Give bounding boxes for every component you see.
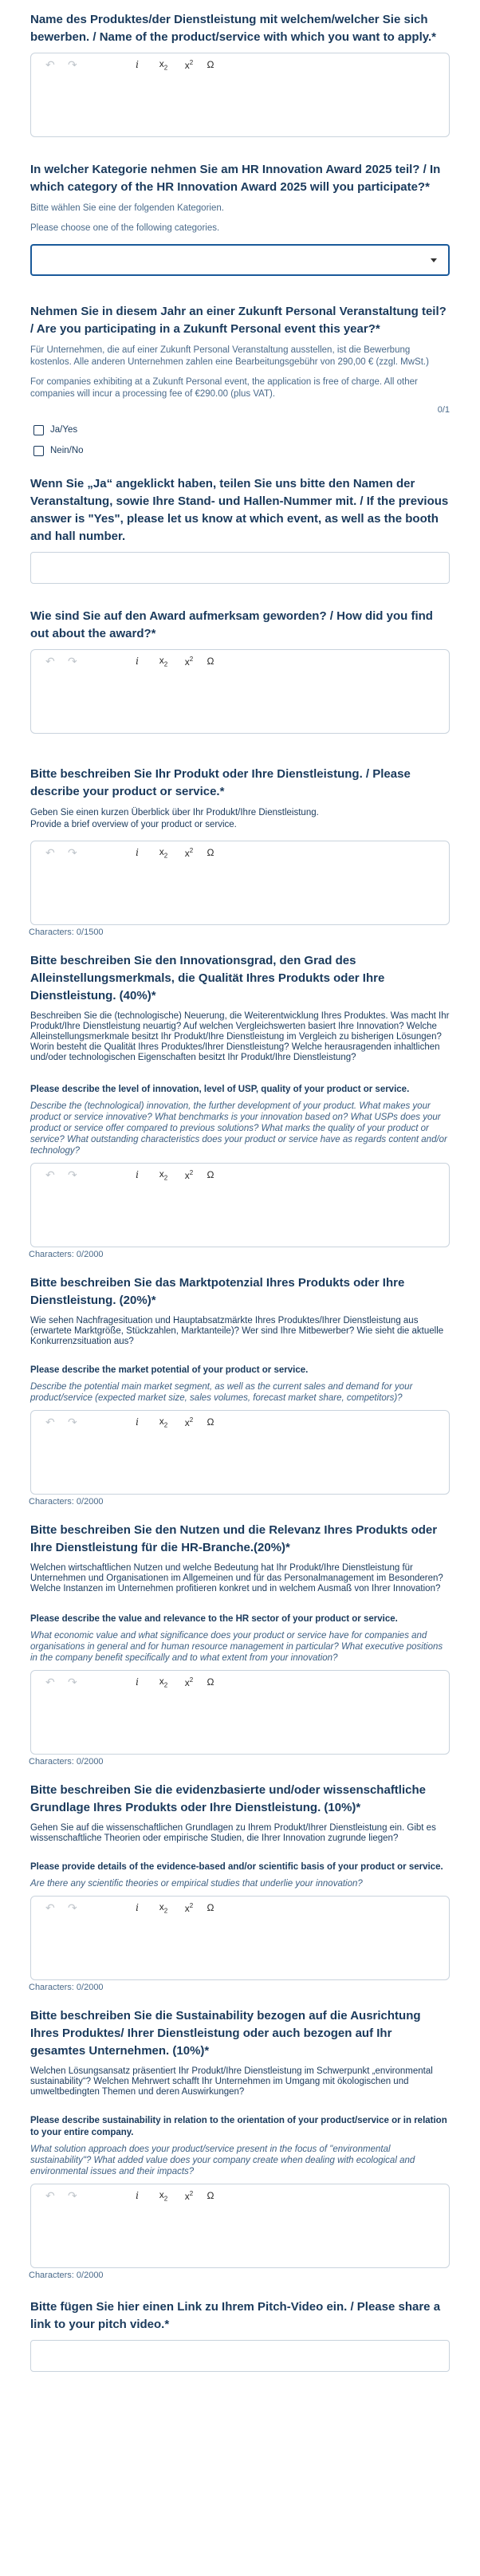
subscript-button[interactable]: [151, 58, 176, 71]
help-text-de: Bitte wählen Sie eine der folgenden Kategorien.: [30, 203, 224, 213]
question-title: Wie sind Sie auf den Award aufmerksam geworden? / How did you find out about the award?*: [30, 609, 433, 640]
superscript-mark: 2: [189, 1901, 194, 1909]
editor-toolbar: [31, 841, 449, 864]
evidence-editor[interactable]: [30, 1896, 450, 1980]
question-market: [30, 1274, 450, 1507]
superscript-base: x: [184, 1902, 190, 1914]
superscript-button[interactable]: [176, 59, 202, 71]
subscript-button[interactable]: [151, 1676, 176, 1688]
english-subheading: Please describe sustainability in relation to the orientation of your product/service or in relation to your entire company.: [30, 2116, 447, 2137]
character-counter: Characters: 0/2000: [29, 1983, 104, 1992]
superscript-button[interactable]: [176, 1169, 202, 1181]
superscript-mark: 2: [189, 58, 194, 66]
english-subheading: Please provide details of the evidence-based and/or scientific basis of your product or service.: [30, 1862, 443, 1872]
subscript-button[interactable]: [151, 1168, 176, 1181]
italic-button[interactable]: i: [136, 2190, 139, 2201]
booth-input[interactable]: [30, 552, 450, 584]
redo-icon[interactable]: ↷: [68, 845, 77, 859]
character-counter: Characters: 0/2000: [29, 2271, 104, 2280]
superscript-mark: 2: [189, 1416, 194, 1424]
selection-count: 0/1: [437, 405, 450, 415]
superscript-button[interactable]: [176, 847, 202, 859]
editor-toolbar: [31, 1671, 449, 1693]
question-title: Name des Produktes/der Dienstleistung mit welchem/welcher Sie sich bewerben. / Name of the product/service with which you want to apply.*: [30, 13, 436, 44]
question-title: Bitte beschreiben Sie Ihr Produkt oder Ihre Dienstleistung. / Please describe your product or service.*: [30, 767, 411, 798]
source-editor[interactable]: [30, 649, 450, 734]
english-description: Are there any scientific theories or empirical studies that underlie your innovation?: [30, 1879, 363, 1889]
subscript-mark: 2: [163, 1174, 168, 1182]
question-title: Bitte beschreiben Sie das Marktpotenzial Ihres Produkts oder Ihre Dienstleistung. (20%)*: [30, 1276, 405, 1307]
special-char-button[interactable]: Ω: [207, 656, 214, 667]
help-text-en: For companies exhibiting at a Zukunft Personal event, the application is free of charge. All other companies will incur a processing fee of €290.00 (plus VAT).: [30, 377, 418, 399]
redo-icon[interactable]: ↷: [68, 1900, 77, 1914]
undo-icon[interactable]: ↶: [45, 654, 55, 668]
help-text-de: Wie sehen Nachfragesituation und Hauptabsatzmärkte Ihres Produktes/Ihrer Dienstleistung aus (erwartete Marktgröße, Stückzahlen, Marktanteile)? Wer sind Ihre Mitbewerber? Wie sieht die aktuelle Konkurrenzsituation aus?: [30, 1316, 444, 1346]
character-counter: Characters: 0/1500: [29, 928, 104, 937]
subscript-base: x: [159, 1900, 164, 1912]
question-title: In welcher Kategorie nehmen Sie am HR Innovation Award 2025 teil? / In which category of the HR Innovation Award 2025 will you participate?*: [30, 163, 441, 194]
question-describe: [30, 766, 450, 938]
special-char-button[interactable]: Ω: [207, 1416, 214, 1428]
character-counter: Characters: 0/2000: [29, 1757, 104, 1767]
special-char-button[interactable]: Ω: [207, 59, 214, 70]
undo-icon[interactable]: ↶: [45, 1168, 55, 1181]
product-name-editor[interactable]: [30, 53, 450, 137]
describe-editor[interactable]: [30, 841, 450, 925]
english-description: Describe the (technological) innovation, the further development of your product. What makes your product or service innovative? What benchmarks is your innovation based on? What USPs does your product or service offer compared to previous solutions? What marks the quality of your product or service? What outstanding characteristics does your product or service have as regards content and/or technology?: [30, 1101, 447, 1156]
undo-icon[interactable]: ↶: [45, 57, 55, 71]
superscript-button[interactable]: [176, 1676, 202, 1688]
superscript-button[interactable]: [176, 2190, 202, 2202]
subscript-mark: 2: [163, 852, 168, 860]
italic-button[interactable]: i: [136, 1416, 139, 1428]
checkbox-yes[interactable]: [33, 425, 44, 435]
help-text-de: Welchen Lösungsansatz präsentiert Ihr Produkt/Ihre Dienstleistung im Schwerpunkt „environmental sustainability“? Welchen Mehrwert schafft Ihr Unternehmen im Umgang mit ökologischen und umweltbedingten Themen und deren Auswirkungen?: [30, 2066, 433, 2097]
question-title: Nehmen Sie in diesem Jahr an einer Zukunft Personal Veranstaltung teil? / Are you participating in a Zukunft Personal event this year?*: [30, 305, 447, 336]
undo-icon[interactable]: ↶: [45, 1900, 55, 1914]
subscript-base: x: [159, 1415, 164, 1427]
editor-toolbar: [31, 1897, 449, 1919]
editor-toolbar: [31, 53, 449, 76]
help-text-en: Please choose one of the following categories.: [30, 223, 220, 233]
superscript-base: x: [184, 656, 190, 668]
italic-button[interactable]: i: [136, 847, 139, 858]
undo-icon[interactable]: ↶: [45, 1415, 55, 1428]
option-label: Ja/Yes: [50, 425, 78, 435]
question-booth: [30, 475, 450, 584]
category-select[interactable]: [30, 244, 450, 276]
english-description: What economic value and what significance does your product or service have for companies and organisations in general and for human resource management in particular? What executive positions in the company benefit specifically and to what extent from your innovation?: [30, 1631, 443, 1663]
superscript-mark: 2: [189, 2189, 194, 2197]
special-char-button[interactable]: Ω: [207, 2190, 214, 2201]
english-subheading: Please describe the level of innovation, level of USP, quality of your product or service.: [30, 1085, 410, 1094]
question-title: Wenn Sie „Ja“ angeklickt haben, teilen Sie uns bitte den Namen der Veranstaltung, sowie Ihre Stand- und Hallen-Nummer mit. / If the previous answer is "Yes", please let us know at which event, as well as the booth and hall number.: [30, 477, 449, 543]
question-title: Bitte beschreiben Sie die evidenzbasierte und/oder wissenschaftliche Grundlage Ihres Produkts oder Ihre Dienstleistung. (10%)*: [30, 1783, 426, 1814]
special-char-button[interactable]: Ω: [207, 847, 214, 858]
editor-toolbar: [31, 1411, 449, 1433]
subscript-base: x: [159, 1168, 164, 1180]
market-editor[interactable]: [30, 1410, 450, 1495]
special-char-button[interactable]: Ω: [207, 1169, 214, 1180]
italic-button[interactable]: i: [136, 1169, 139, 1180]
subscript-base: x: [159, 845, 164, 857]
question-value: [30, 1522, 450, 1767]
redo-icon[interactable]: ↷: [68, 1168, 77, 1181]
english-subheading: Please describe the market potential of your product or service.: [30, 1365, 309, 1375]
superscript-base: x: [184, 1169, 190, 1181]
subscript-mark: 2: [163, 1421, 168, 1429]
subscript-mark: 2: [163, 1681, 168, 1689]
undo-icon[interactable]: ↶: [45, 2188, 55, 2202]
superscript-mark: 2: [189, 846, 194, 854]
question-evidence: [30, 1782, 450, 1993]
subscript-mark: 2: [163, 64, 168, 72]
editor-toolbar: [31, 2184, 449, 2207]
subscript-button[interactable]: [151, 1416, 176, 1428]
italic-button[interactable]: i: [136, 656, 139, 667]
checkbox-no[interactable]: [33, 446, 44, 456]
option-no[interactable]: [33, 440, 450, 461]
help-text-de: Welchen wirtschaftlichen Nutzen und welche Bedeutung hat Ihr Produkt/Ihre Dienstleistung für Unternehmen und Organisationen im Allgemeinen und für das Personalmanagement im Besonderen? Welche Instanzen im Unternehmen profitieren konkret und in welchem Ausmaß von Ihrer Innovation?: [30, 1563, 443, 1593]
italic-button[interactable]: i: [136, 1902, 139, 1913]
superscript-mark: 2: [189, 655, 194, 663]
help-text-en: Provide a brief overview of your product or service.: [30, 820, 237, 829]
question-title: Bitte fügen Sie hier einen Link zu Ihrem Pitch-Video ein. / Please share a link to your pitch video.*: [30, 2300, 441, 2331]
english-subheading: Please describe the value and relevance to the HR sector of your product or service.: [30, 1614, 398, 1624]
question-product-name: [30, 11, 450, 137]
question-category: [30, 161, 450, 276]
superscript-base: x: [184, 59, 190, 71]
subscript-button[interactable]: [151, 1901, 176, 1914]
superscript-base: x: [184, 2190, 190, 2202]
character-counter: Characters: 0/2000: [29, 1250, 104, 1259]
undo-icon[interactable]: ↶: [45, 1675, 55, 1688]
subscript-base: x: [159, 2188, 164, 2200]
question-title: Bitte beschreiben Sie den Nutzen und die Relevanz Ihres Produkts oder Ihre Dienstleistung für die HR-Branche.(20%)*: [30, 1523, 438, 1554]
subscript-mark: 2: [163, 1907, 168, 1915]
superscript-button[interactable]: [176, 1902, 202, 1914]
help-text-de: Geben Sie einen kurzen Überblick über Ihr Produkt/Ihre Dienstleistung.: [30, 808, 319, 817]
question-video: [30, 2298, 450, 2372]
question-title: Bitte beschreiben Sie die Sustainability bezogen auf die Ausrichtung Ihres Produktes/ Ihrer Dienstleistung oder auch bezogen auf Ihr gesamtes Unternehmen. (10%)*: [30, 2009, 421, 2058]
sustainability-editor[interactable]: [30, 2184, 450, 2268]
option-yes[interactable]: [33, 419, 450, 440]
superscript-mark: 2: [189, 1168, 194, 1176]
option-label: Nein/No: [50, 446, 84, 455]
subscript-base: x: [159, 654, 164, 666]
help-text-de: Gehen Sie auf die wissenschaftlichen Grundlagen zu Ihrem Produkt/Ihrer Dienstleistung ein. Gibt es wissenschaftliche Theorien oder empirische Studien, die Ihrer Innovation zugrunde liegen?: [30, 1823, 436, 1843]
question-innovation: [30, 952, 450, 1260]
italic-button[interactable]: i: [136, 1676, 139, 1688]
superscript-base: x: [184, 1676, 190, 1688]
redo-icon[interactable]: ↷: [68, 57, 77, 71]
subscript-mark: 2: [163, 660, 168, 668]
question-sustainability: [30, 2007, 450, 2281]
character-counter: Characters: 0/2000: [29, 1497, 104, 1507]
subscript-mark: 2: [163, 2195, 168, 2203]
superscript-base: x: [184, 847, 190, 859]
superscript-mark: 2: [189, 1676, 194, 1684]
question-source: [30, 608, 450, 734]
help-text-de: Beschreiben Sie die (technologische) Neuerung, die Weiterentwicklung Ihres Produktes. Was macht Ihr Produkt/Ihre Dienstleistung neuartig? Auf welchen Vergleichswerten basiert Ihre Innovation? Welche Alleinstellungsmerkmale besitzt Ihr Produkt/Ihre Dienstleistung im Vergleich zu bisherigen Lösungen? Worin besteht die Qualität Ihres Produktes/Ihrer Dienstleistung? Welche herausragenden inhaltlichen und/oder technologischen Eigenschaften besitzt Ihr Produkt/Ihre Dienstleistung?: [30, 1011, 450, 1062]
redo-icon[interactable]: ↷: [68, 1415, 77, 1428]
undo-icon[interactable]: ↶: [45, 845, 55, 859]
subscript-button[interactable]: [151, 846, 176, 859]
superscript-button[interactable]: [176, 1416, 202, 1428]
superscript-button[interactable]: [176, 656, 202, 668]
superscript-base: x: [184, 1416, 190, 1428]
english-description: What solution approach does your product/service present in the focus of "environmental sustainability"? What added value does your company create when dealing with ecological and environmental issues and their impacts?: [30, 2145, 415, 2176]
help-text-de: Für Unternehmen, die auf einer Zukunft Personal Veranstaltung ausstellen, ist die Bewerbung kostenlos. Alle anderen Unternehmen zahlen eine Bearbeitungsgebühr von 290,00 € (zzgl. MwSt.): [30, 345, 429, 367]
editor-toolbar: [31, 650, 449, 672]
redo-icon[interactable]: ↷: [68, 2188, 77, 2202]
english-description: Describe the potential main market segment, as well as the current sales and demand for your product/service (expected market size, sales volumes, forecast market share, competitors)?: [30, 1382, 413, 1403]
editor-toolbar: [31, 1164, 449, 1186]
question-event: [30, 303, 450, 461]
question-title: Bitte beschreiben Sie den Innovationsgrad, den Grad des Alleinstellungsmerkmals, die Qualität Ihres Produkts oder Ihre Dienstleistung. (40%)*: [30, 954, 385, 1002]
value-editor[interactable]: [30, 1670, 450, 1755]
redo-icon[interactable]: ↷: [68, 1675, 77, 1688]
subscript-base: x: [159, 57, 164, 69]
video-link-input[interactable]: [30, 2340, 450, 2372]
innovation-editor[interactable]: [30, 1163, 450, 1247]
subscript-base: x: [159, 1675, 164, 1687]
special-char-button[interactable]: Ω: [207, 1902, 214, 1913]
subscript-button[interactable]: [151, 2189, 176, 2202]
redo-icon[interactable]: ↷: [68, 654, 77, 668]
chevron-down-icon: [431, 258, 437, 262]
special-char-button[interactable]: Ω: [207, 1676, 214, 1688]
italic-button[interactable]: i: [136, 59, 139, 70]
subscript-button[interactable]: [151, 655, 176, 668]
